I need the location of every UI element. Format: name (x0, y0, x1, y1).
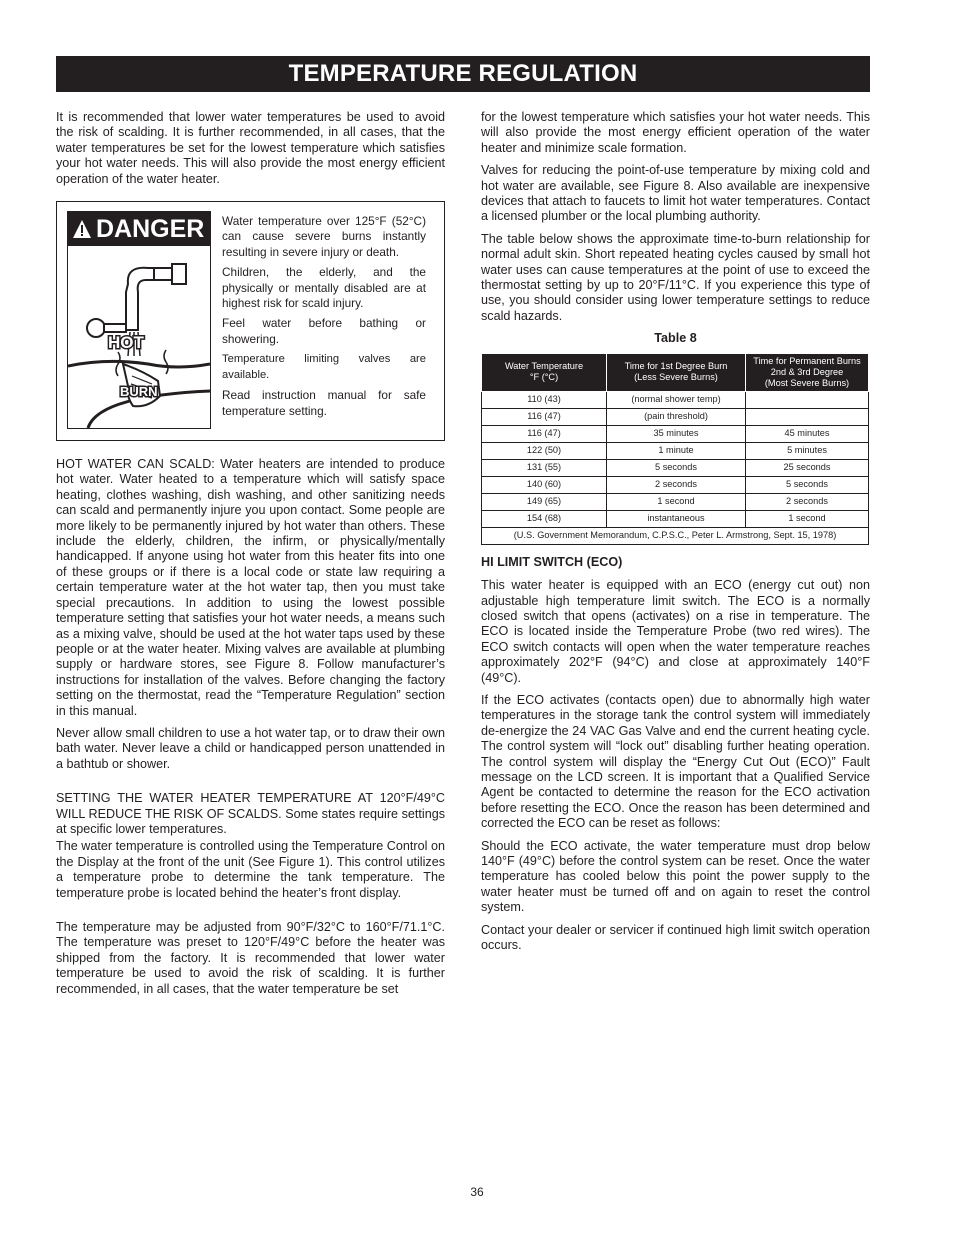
eco-paragraph-2: If the ECO activates (contacts open) due to abnormally high water temperatures in the storage tank the control system will immediately de-energize the 24 VAC Gas Valve and end the current heating cycle. The control system will “lock out” disabling further heating operation. The control system will display the “Energy Cut Out (ECO)” Fault message on the LCD screen. It is important that a Qualified Service Agent be contacted to determine the reason for the ECO activation before resetting the ECO. Once the reason has been determined and corrected the ECO can be reset as follows: (481, 692, 870, 831)
table-row (482, 442, 869, 459)
cell-temp: 116 (47) (482, 408, 607, 425)
table-row (482, 476, 869, 493)
danger-line-5: Read instruction manual for safe temperature setting. (222, 388, 426, 418)
danger-header (68, 212, 210, 246)
cell-permanent: 5 seconds (746, 476, 869, 493)
cell-permanent (746, 408, 869, 425)
cell-temp: 122 (50) (482, 442, 607, 459)
children-paragraph: Never allow small children to use a hot water tap, or to draw their own bath water. Never leave a child or handicapped person unattended in a bathtub or shower. (56, 725, 445, 771)
cell-temp: 149 (65) (482, 493, 607, 510)
cell-first: 2 seconds (607, 476, 746, 493)
table-row (482, 425, 869, 442)
cell-permanent: 5 minutes (746, 442, 869, 459)
intro-paragraph: It is recommended that lower water temperatures be used to avoid the risk of scalding. It is further recommended, in all cases, that the water temperatures be set for the lowest temperature which satisfies your hot water needs. This will also provide the most energy efficient operation of the water heater. (56, 110, 445, 186)
burn-label: BURN (120, 384, 158, 400)
danger-graphic (67, 211, 211, 429)
scald-paragraph: HOT WATER CAN SCALD: Water heaters are intended to produce hot water. Water heated to a temperature which will satisfy space heating, clothes washing, dish washing, and other sanitizing needs can scald and permanently injure you upon contact. Some people are more likely to be permanently injured by hot water than others. These include the elderly, children, the infirm, or physically/mentally handicapped. If anyone using hot water from this heater fits into one of these groups or if there is a local code or state law requiring a certain temperature water at the hot water tap, then you must take special precautions. In addition to using the lowest possible temperature setting that satisfies your hot water needs, a means such as a mixing valve, should be used at the hot water taps used by these people or at the water heater. Mixing valves are available at plumbing supply or hardware stores, see Figure 8. Follow manufacturer’s instructions for installation of the valves. Before changing the factory setting on the thermostat, read the “Temperature Regulation” section in this manual. (56, 457, 445, 718)
eco-heading: HI LIMIT SWITCH (ECO) (481, 554, 623, 569)
danger-text (222, 214, 426, 424)
burn-table (481, 353, 869, 545)
cell-temp: 116 (47) (482, 425, 607, 442)
header-first-degree: Time for 1st Degree Burn (Less Severe Burns) (607, 353, 746, 391)
danger-line-2: Children, the elderly, and the physically or mentally disabled are at highest risk for scald injury. (222, 265, 426, 311)
table-footnote-row (482, 527, 869, 544)
adjust-paragraph: The temperature may be adjusted from 90°F/32°C to 160°F/71.1°C. The temperature was preset to 120°F/49°C before the heater was shipped from the factory. It is recommended that lower water temperature be used to avoid the risk of scalding. It is further recommended, in all cases, that the water temperature be set (56, 920, 445, 996)
danger-line-4: Temperature limiting valves are available. (222, 353, 426, 381)
table-intro-paragraph: The table below shows the approximate time-to-burn relationship for normal adult skin. Short repeated heating cycles caused by small hot water uses can cause temperatures at the point of use to exceed the thermostat setting by up to 20°F/11°C. If you experience this type of use, you should consider using lower temperature settings to reduce scald hazards. (481, 231, 870, 323)
table-row (482, 493, 869, 510)
hot-water-faucet-icon (68, 246, 210, 428)
warning-triangle-icon (72, 219, 92, 239)
cell-permanent: 1 second (746, 510, 869, 527)
danger-line-3: Feel water before bathing or showering. (222, 316, 426, 346)
cell-first: 1 second (607, 493, 746, 510)
page-number: 36 (470, 1185, 484, 1199)
cell-first: (normal shower temp) (607, 391, 746, 408)
cell-first: 5 seconds (607, 459, 746, 476)
table-row (482, 408, 869, 425)
control-paragraph: The water temperature is controlled using the Temperature Control on the Display at the front of the unit (See Figure 1). This control utilizes a temperature probe to determine the tank temperature. The temperature probe is located behind the heater’s front display. (56, 839, 445, 900)
cell-temp: 154 (68) (482, 510, 607, 527)
cell-temp: 110 (43) (482, 391, 607, 408)
cell-first: instantaneous (607, 510, 746, 527)
left-column (56, 110, 445, 1004)
danger-line-1: Water temperature over 125°F (52°C) can cause severe burns instantly resulting in severe injury or death. (222, 214, 426, 259)
eco-paragraph-3: Should the ECO activate, the water temperature must drop below 140°F (49°C) before the control system can be reset. Once the water temperature has cooled below this point the power supply to the water heater must be turned off and on again to reset the control system. (481, 838, 870, 915)
danger-label (56, 201, 445, 441)
eco-paragraph-4: Contact your dealer or servicer if continued high limit switch operation occurs. (481, 922, 870, 953)
cell-permanent (746, 391, 869, 408)
hot-label: HOT (108, 333, 144, 353)
header-permanent: Time for Permanent Burns 2nd & 3rd Degree (Most Severe Burns) (746, 353, 869, 391)
eco-paragraph-1: This water heater is equipped with an ECO (energy cut out) non adjustable high temperature limit switch. The ECO is a normally closed switch that opens (activates) on a rise in temperature. The ECO is located inside the Temperature Probe (two red wires). The ECO switch contacts will open when the water temperature reaches approximately 202°F (94°C) and close at approximately 140°F (49°C). (481, 578, 870, 685)
danger-heading: DANGER (96, 215, 205, 244)
header-water-temp: Water Temperature °F (°C) (482, 353, 607, 391)
right-column (481, 110, 870, 960)
cell-permanent: 2 seconds (746, 493, 869, 510)
cell-first: (pain threshold) (607, 408, 746, 425)
table-row (482, 459, 869, 476)
cell-temp: 140 (60) (482, 476, 607, 493)
cell-first: 1 minute (607, 442, 746, 459)
valves-paragraph: Valves for reducing the point-of-use temperature by mixing cold and hot water are available, see Figure 8. Also available are inexpensive devices that attach to faucets to limit hot water temperatures. Contact a licensed plumber or the local plumbing authority. (481, 163, 870, 224)
cell-first: 35 minutes (607, 425, 746, 442)
continued-paragraph: for the lowest temperature which satisfies your hot water needs. This will also provide the most energy efficient operation of the water heater and minimize scale formation. (481, 110, 870, 155)
table-header-row (482, 353, 869, 391)
setting-paragraph: SETTING THE WATER HEATER TEMPERATURE AT 120°F/49°C WILL REDUCE THE RISK OF SCALDS. Some states require settings at specific lower temperatures. (56, 791, 445, 836)
table-title: Table 8 (654, 331, 697, 346)
page-title: TEMPERATURE REGULATION (56, 56, 870, 92)
table-row (482, 510, 869, 527)
cell-permanent: 45 minutes (746, 425, 869, 442)
table-row (482, 391, 869, 408)
cell-permanent: 25 seconds (746, 459, 869, 476)
cell-temp: 131 (55) (482, 459, 607, 476)
table-footnote: (U.S. Government Memorandum, C.P.S.C., Peter L. Armstrong, Sept. 15, 1978) (482, 527, 869, 544)
